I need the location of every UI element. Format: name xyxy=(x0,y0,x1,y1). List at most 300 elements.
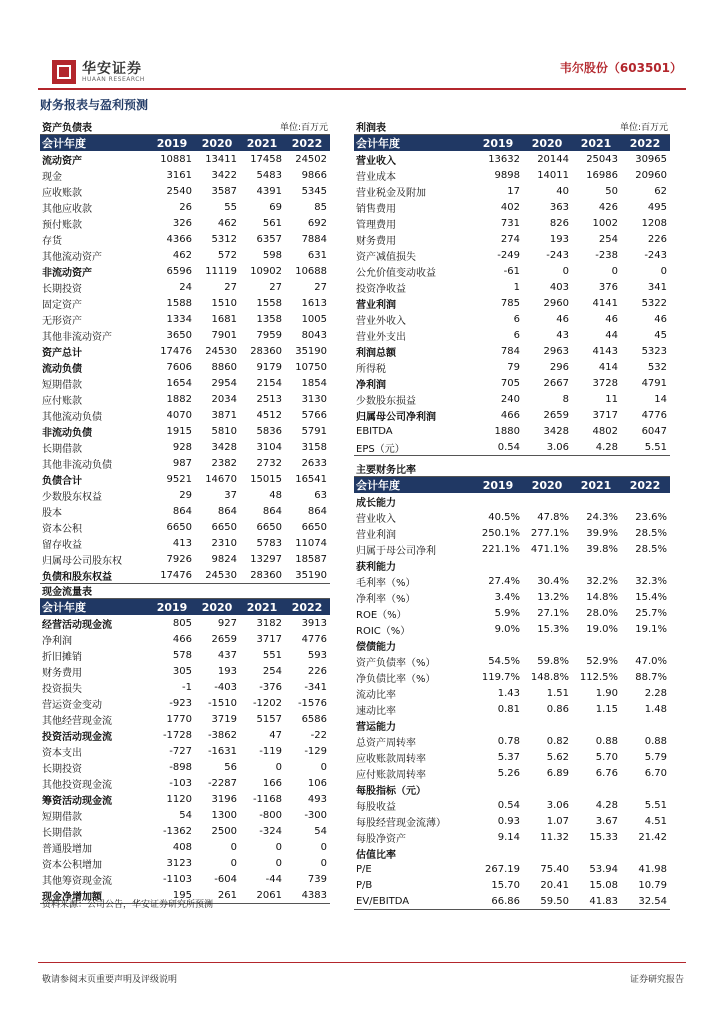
row-value: 9521 xyxy=(166,473,192,485)
table-row xyxy=(354,669,670,685)
row-label: 营业利润 xyxy=(356,299,396,311)
table-row xyxy=(40,807,330,823)
table-row xyxy=(354,343,670,359)
row-value: -1 xyxy=(182,681,192,693)
row-value xyxy=(572,845,621,861)
row-value: 43 xyxy=(556,329,569,341)
table-header-row xyxy=(354,135,670,152)
row-value: 3130 xyxy=(301,393,328,405)
row-label: 净利润 xyxy=(356,379,386,391)
row-value: -2287 xyxy=(207,777,237,789)
row-value: 0.93 xyxy=(497,815,520,827)
row-value: 4776 xyxy=(301,633,328,645)
row-label: 其他投资现金流 xyxy=(42,779,112,791)
row-value: 3123 xyxy=(166,857,192,869)
row-label: 其他筹资现金流 xyxy=(42,875,112,887)
row-value: 21.42 xyxy=(638,831,668,843)
row-value: 561 xyxy=(262,217,282,229)
row-value: 39.8% xyxy=(586,543,618,555)
row-value: 0 xyxy=(230,841,237,853)
row-value: 4.28 xyxy=(595,799,618,811)
table-row xyxy=(40,247,330,263)
header-label: 会计年度 xyxy=(354,135,474,152)
row-value xyxy=(572,781,621,797)
row-value: 928 xyxy=(172,441,192,453)
row-value: -1168 xyxy=(252,793,282,805)
row-value: 2659 xyxy=(543,409,569,421)
row-value: 6650 xyxy=(211,521,237,533)
row-value: 376 xyxy=(598,281,618,293)
row-value: 2732 xyxy=(256,457,282,469)
row-label: 负债合计 xyxy=(42,475,82,487)
row-value: 28360 xyxy=(250,345,282,357)
row-value: 24.3% xyxy=(586,511,618,523)
row-value: 1.48 xyxy=(644,703,668,715)
row-label: 资本支出 xyxy=(42,747,82,759)
row-value: 805 xyxy=(172,617,192,629)
row-value: 5.37 xyxy=(497,751,520,763)
table-row xyxy=(354,215,670,231)
row-value: 1882 xyxy=(166,393,192,405)
row-value: 27 xyxy=(269,281,282,293)
table-title-row xyxy=(354,460,670,477)
table-row xyxy=(354,653,670,669)
row-value: 2034 xyxy=(211,393,237,405)
table-row xyxy=(354,605,670,621)
row-label: 资产减值损失 xyxy=(356,251,416,263)
row-value: 705 xyxy=(500,377,520,389)
table-title: 主要财务比率 xyxy=(354,460,523,477)
row-value: 3158 xyxy=(301,441,328,453)
row-label: 营业外支出 xyxy=(356,331,406,343)
row-value: 2667 xyxy=(543,377,569,389)
footer-disclaimer: 敬请参阅末页重要声明及评级说明 xyxy=(42,975,178,985)
row-label: 其他非流动负债 xyxy=(42,459,112,471)
row-value: 4391 xyxy=(256,185,282,197)
row-value: 240 xyxy=(500,393,520,405)
row-value: 1002 xyxy=(592,217,618,229)
row-value: 578 xyxy=(172,649,192,661)
row-value: 15015 xyxy=(250,473,282,485)
row-value: 53.94 xyxy=(589,863,618,875)
row-label: 销售费用 xyxy=(356,203,396,215)
row-value: 6 xyxy=(513,313,520,325)
row-value: 1510 xyxy=(211,297,237,309)
table-row xyxy=(40,647,330,663)
row-value: 785 xyxy=(500,297,520,309)
row-value: 3719 xyxy=(211,713,237,725)
section-row xyxy=(354,493,670,509)
row-value: 3717 xyxy=(592,409,618,421)
row-value: 35190 xyxy=(285,567,330,584)
row-value: 221.1% xyxy=(481,543,520,555)
row-label: 非流动负债 xyxy=(42,427,92,439)
row-label: P/E xyxy=(356,863,372,875)
header-year: 2022 xyxy=(285,599,330,616)
table-row xyxy=(354,263,670,279)
row-value: 15.70 xyxy=(491,879,520,891)
row-label: 其他经营现金流 xyxy=(42,715,112,727)
row-value: 2540 xyxy=(166,185,192,197)
row-label: 经营活动现金流 xyxy=(42,619,112,631)
row-value: 0.88 xyxy=(595,735,618,747)
row-value: -22 xyxy=(310,729,328,741)
row-value: 10.79 xyxy=(638,879,668,891)
row-value: 0 xyxy=(275,761,282,773)
row-label: 投资活动现金流 xyxy=(42,731,112,743)
row-value: 466 xyxy=(500,409,520,421)
financial-ratios-table xyxy=(354,460,670,910)
header-divider xyxy=(38,88,686,90)
table-row xyxy=(354,311,670,327)
row-value: 0.82 xyxy=(546,735,569,747)
row-value: 3587 xyxy=(211,185,237,197)
table-row xyxy=(354,167,670,183)
row-label: 长期投资 xyxy=(42,763,82,775)
row-value: 50 xyxy=(605,185,618,197)
row-value: 28.5% xyxy=(635,527,668,539)
row-label: ROE（%） xyxy=(356,609,407,621)
row-value: 27.1% xyxy=(537,607,569,619)
row-value: 0.88 xyxy=(644,735,668,747)
table-row xyxy=(40,295,330,311)
row-label: ROIC（%） xyxy=(356,625,411,637)
row-value: 24 xyxy=(179,281,192,293)
section-row xyxy=(354,637,670,653)
row-value: 326 xyxy=(172,217,192,229)
row-value: 5810 xyxy=(211,425,237,437)
row-value: 6 xyxy=(513,329,520,341)
row-label: 普通股增加 xyxy=(42,843,92,855)
table-row xyxy=(40,199,330,215)
row-value: -3862 xyxy=(207,729,237,741)
row-value: 47 xyxy=(269,729,282,741)
row-value: -800 xyxy=(259,809,282,821)
row-value: 16541 xyxy=(295,473,328,485)
row-value: 4366 xyxy=(166,233,192,245)
row-value xyxy=(523,845,572,861)
row-value: 4070 xyxy=(166,409,192,421)
row-value: 13.2% xyxy=(537,591,569,603)
row-value: 1770 xyxy=(166,713,192,725)
header-year: 2021 xyxy=(240,135,285,152)
row-value: 987 xyxy=(172,457,192,469)
table-row xyxy=(40,711,330,727)
cashflow-table xyxy=(40,582,330,904)
row-value: 413 xyxy=(172,537,192,549)
row-value: 631 xyxy=(307,249,328,261)
row-value: 15.08 xyxy=(589,879,618,891)
row-label: 归属母公司净利润 xyxy=(356,411,436,423)
row-label: 现金 xyxy=(42,171,62,183)
table-row xyxy=(354,573,670,589)
row-value: 11119 xyxy=(205,265,237,277)
row-label: 财务费用 xyxy=(356,235,396,247)
row-value xyxy=(523,781,572,797)
row-value: 24530 xyxy=(195,567,240,584)
row-value: 40 xyxy=(556,185,569,197)
row-value: 9824 xyxy=(211,553,237,565)
table-row xyxy=(40,551,330,567)
row-label: 财务费用 xyxy=(42,667,82,679)
row-label: 净利润 xyxy=(42,635,72,647)
row-label: 营运能力 xyxy=(356,721,396,733)
header-year: 2020 xyxy=(195,599,240,616)
row-value: 593 xyxy=(307,649,328,661)
row-value: 0 xyxy=(320,857,328,869)
header-year: 2021 xyxy=(572,477,621,494)
row-value xyxy=(523,717,572,733)
table-row xyxy=(40,791,330,807)
row-label: 资本公积增加 xyxy=(42,859,102,871)
table-row xyxy=(40,343,330,359)
company-name: 韦尔股份（603501） xyxy=(559,61,682,75)
row-value: 3182 xyxy=(256,617,282,629)
row-value: 39.9% xyxy=(586,527,618,539)
section-row xyxy=(354,717,670,733)
row-label: 其他应收款 xyxy=(42,203,92,215)
table-row xyxy=(354,861,670,877)
row-label: 每股指标（元） xyxy=(356,785,426,797)
row-value: 402 xyxy=(500,201,520,213)
row-value: 5.79 xyxy=(644,751,668,763)
row-value: 5791 xyxy=(301,425,328,437)
row-value: -1202 xyxy=(252,697,282,709)
table-row xyxy=(354,407,670,423)
row-value: 2500 xyxy=(211,825,237,837)
row-value: 1588 xyxy=(166,297,192,309)
row-value: 44 xyxy=(605,329,618,341)
table-title-row xyxy=(40,118,330,135)
row-value: 1.07 xyxy=(546,815,569,827)
row-value: 864 xyxy=(262,505,282,517)
row-value: 692 xyxy=(307,217,328,229)
row-value: 784 xyxy=(500,345,520,357)
table-row xyxy=(354,733,670,749)
table-row xyxy=(40,423,330,439)
row-value: 739 xyxy=(307,873,328,885)
row-value: -923 xyxy=(169,697,192,709)
table-row xyxy=(354,295,670,311)
row-value: 0.86 xyxy=(546,703,569,715)
row-value: 17458 xyxy=(250,153,282,165)
row-value: 7884 xyxy=(301,233,328,245)
header-year: 2021 xyxy=(240,599,285,616)
row-value: 3428 xyxy=(211,441,237,453)
row-value: 11.32 xyxy=(540,831,569,843)
row-value xyxy=(572,637,621,653)
row-label: 营业外收入 xyxy=(356,315,406,327)
row-label: 投资净收益 xyxy=(356,283,406,295)
row-value: 5312 xyxy=(211,233,237,245)
row-value: 0 xyxy=(320,761,328,773)
row-value: 0.54 xyxy=(474,439,523,456)
row-value: 2382 xyxy=(211,457,237,469)
row-value: 46 xyxy=(654,313,668,325)
header-year: 2022 xyxy=(621,477,670,494)
row-value: 56 xyxy=(224,761,237,773)
row-value: 24530 xyxy=(205,345,237,357)
row-value: 35190 xyxy=(295,345,328,357)
row-value: 551 xyxy=(262,649,282,661)
row-value: 4.51 xyxy=(644,815,668,827)
row-value: 63 xyxy=(314,489,328,501)
income-statement-table xyxy=(354,118,670,456)
row-value: 3428 xyxy=(543,425,569,437)
row-value: 193 xyxy=(217,665,237,677)
row-label: EPS（元） xyxy=(354,439,474,456)
row-label: 流动负债 xyxy=(42,363,82,375)
section-row xyxy=(354,781,670,797)
row-value: 18587 xyxy=(295,553,328,565)
row-value: 3196 xyxy=(211,793,237,805)
row-label: 偿债能力 xyxy=(356,641,396,653)
table-header-row xyxy=(40,135,330,152)
row-value: -129 xyxy=(304,745,328,757)
row-label: 应付账款 xyxy=(42,395,82,407)
table-row xyxy=(40,775,330,791)
row-value: 437 xyxy=(217,649,237,661)
table-row xyxy=(354,391,670,407)
row-value: 32.3% xyxy=(635,575,668,587)
table-row xyxy=(40,439,330,455)
row-value: 5322 xyxy=(641,297,668,309)
footer-divider xyxy=(38,962,686,963)
row-value: 55 xyxy=(224,201,237,213)
row-value: 14011 xyxy=(537,169,569,181)
footer-report-type: 证券研究报告 xyxy=(629,975,684,985)
row-value: 54 xyxy=(314,825,328,837)
row-value: 8043 xyxy=(301,329,328,341)
row-label: 每股净资产 xyxy=(356,833,406,845)
row-label: 短期借款 xyxy=(42,379,82,391)
row-value: 10750 xyxy=(295,361,328,373)
row-value: 3.67 xyxy=(595,815,618,827)
row-label: 长期借款 xyxy=(42,827,82,839)
row-value: 16986 xyxy=(586,169,618,181)
row-value: 8 xyxy=(562,393,569,405)
row-value: 19.1% xyxy=(635,623,668,635)
table-row xyxy=(40,151,330,167)
row-value: 466 xyxy=(172,633,192,645)
table-header-row xyxy=(354,477,670,494)
row-value: 112.5% xyxy=(579,671,618,683)
row-value: 75.40 xyxy=(540,863,569,875)
row-label: 营业收入 xyxy=(356,513,396,525)
row-value: 46 xyxy=(605,313,618,325)
row-label: 少数股东损益 xyxy=(356,395,416,407)
table-row xyxy=(354,797,670,813)
row-value: -300 xyxy=(304,809,328,821)
balance-sheet-table xyxy=(40,118,330,584)
row-value: 5345 xyxy=(301,185,328,197)
row-value: 462 xyxy=(172,249,192,261)
row-value: 1854 xyxy=(301,377,328,389)
row-label: 毛利率（%） xyxy=(356,577,416,589)
row-value: 29 xyxy=(179,489,192,501)
row-label: 存货 xyxy=(42,235,62,247)
row-value: 864 xyxy=(172,505,192,517)
row-value: -243 xyxy=(546,249,569,261)
row-value: 4802 xyxy=(592,425,618,437)
table-row xyxy=(40,503,330,519)
row-value: 54.5% xyxy=(488,655,520,667)
row-label: 获利能力 xyxy=(356,561,396,573)
row-value: 6650 xyxy=(166,521,192,533)
row-value: -1362 xyxy=(162,825,192,837)
row-label: 流动比率 xyxy=(356,689,396,701)
table-header-row xyxy=(40,599,330,616)
row-value: -103 xyxy=(169,777,192,789)
table-row xyxy=(40,663,330,679)
row-value: 27 xyxy=(314,281,328,293)
row-label: P/B xyxy=(356,879,373,891)
row-value: 14.8% xyxy=(586,591,618,603)
table-row xyxy=(354,279,670,295)
row-value: 88.7% xyxy=(635,671,668,683)
header-year: 2020 xyxy=(523,477,572,494)
row-value: 0.81 xyxy=(497,703,520,715)
row-value: 6650 xyxy=(256,521,282,533)
row-value: 1681 xyxy=(211,313,237,325)
row-value: 2633 xyxy=(301,457,328,469)
row-label: 应收账款 xyxy=(42,187,82,199)
row-value: 13297 xyxy=(250,553,282,565)
table-unit xyxy=(195,582,330,599)
row-value: 6357 xyxy=(256,233,282,245)
row-value: 13632 xyxy=(488,153,520,165)
row-label: 资产负债率（%） xyxy=(356,657,436,669)
row-value: 106 xyxy=(307,777,328,789)
row-value: -376 xyxy=(259,681,282,693)
row-value xyxy=(621,493,670,509)
row-value: 1558 xyxy=(256,297,282,309)
row-value: 28.5% xyxy=(635,543,668,555)
row-label: 成长能力 xyxy=(356,497,396,509)
row-value xyxy=(474,845,523,861)
row-label: 少数股东权益 xyxy=(42,491,102,503)
row-value: 2954 xyxy=(211,377,237,389)
row-value: 462 xyxy=(217,217,237,229)
row-value: 403 xyxy=(549,281,569,293)
table-title-row xyxy=(40,582,330,599)
row-label: 营业收入 xyxy=(356,155,396,167)
row-value: 1.51 xyxy=(546,687,569,699)
row-label: 现金净增加额 xyxy=(40,887,150,904)
row-value: 261 xyxy=(195,887,240,904)
table-row xyxy=(40,471,330,487)
header-year: 2022 xyxy=(285,135,330,152)
row-value: 10881 xyxy=(160,153,192,165)
table-row xyxy=(40,487,330,503)
row-value: 20960 xyxy=(635,169,668,181)
table-row xyxy=(40,743,330,759)
row-value xyxy=(621,781,670,797)
table-row xyxy=(354,183,670,199)
section-title: 财务报表与盈利预测 xyxy=(40,98,149,112)
row-value: 0.54 xyxy=(497,799,520,811)
row-value: 5783 xyxy=(256,537,282,549)
row-value: 495 xyxy=(647,201,668,213)
header-year: 2019 xyxy=(150,599,195,616)
table-unit xyxy=(523,460,670,477)
row-label: 应收账款周转率 xyxy=(356,753,426,765)
row-value: 226 xyxy=(647,233,668,245)
row-label: 资产总计 xyxy=(42,347,82,359)
row-value: 119.7% xyxy=(481,671,520,683)
row-label: 所得税 xyxy=(356,363,386,375)
row-value: 5.9% xyxy=(494,607,520,619)
